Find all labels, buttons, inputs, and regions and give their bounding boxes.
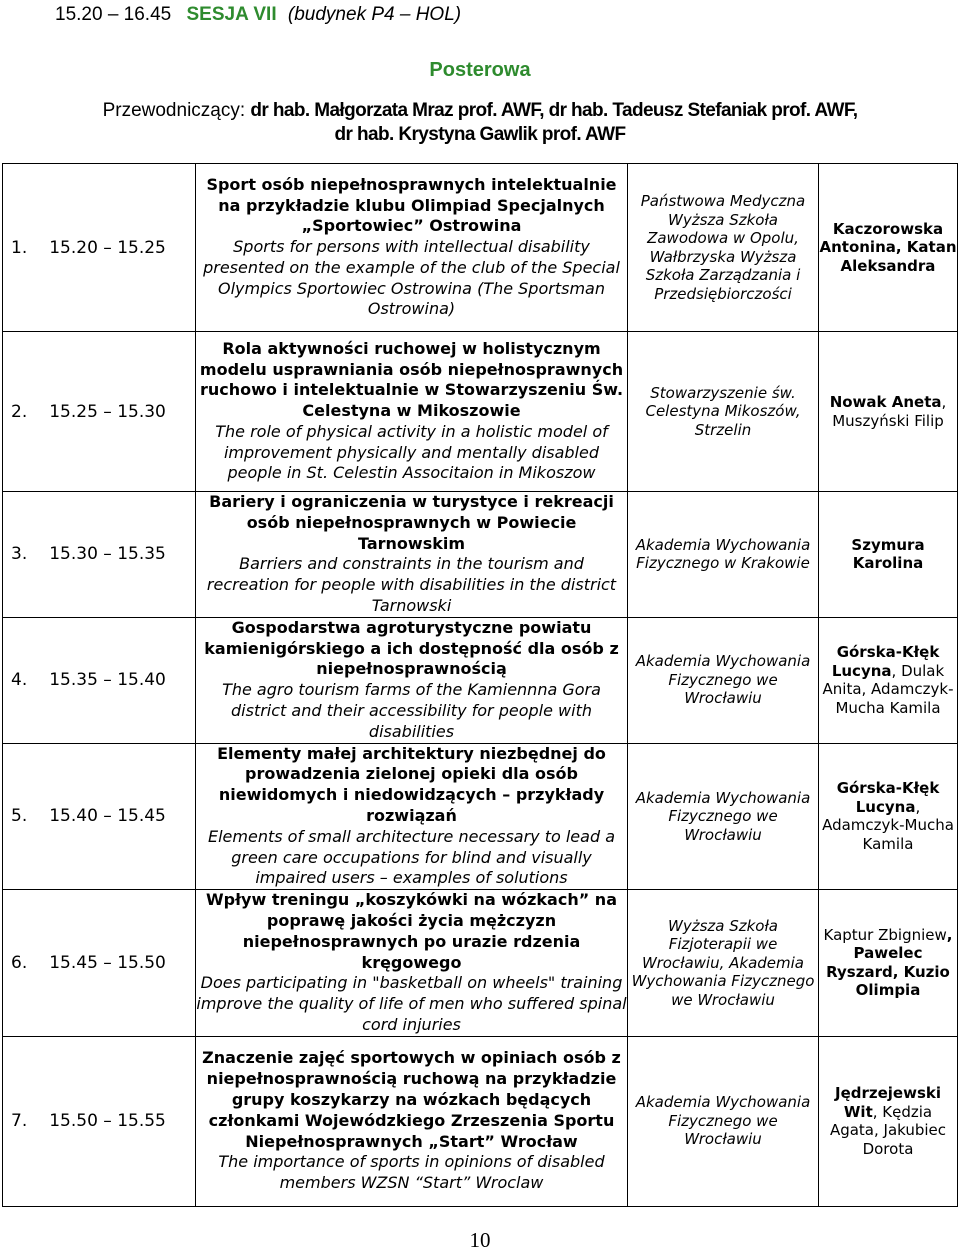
slot-time: 15.40 – 15.45 <box>49 806 166 827</box>
poster-title-pl: Znaczenie zajęć sportowych w opiniach osób z niepełnosprawnością ruchową na przykładzie grupy koszykarzy na wózkach będących członkami Wojewódzkiego Zrzeszenia Sportu Niepełnosprawnych „Start” Wrocław <box>202 1048 621 1151</box>
slot-number: 1. <box>11 237 28 258</box>
session-header <box>55 4 461 26</box>
schedule-table <box>2 163 958 1207</box>
authors-cell <box>819 743 958 890</box>
title-cell <box>196 164 628 332</box>
institution-cell: Akademia Wychowania Fizycznego we Wrocławiu <box>628 1036 819 1206</box>
chairs-block <box>0 99 960 147</box>
authors-cell <box>819 890 958 1037</box>
author-name: Górska-Kłęk Lucyna <box>836 779 940 816</box>
slot-number: 2. <box>11 401 28 422</box>
slot-number: 5. <box>11 806 28 827</box>
chairs-names-line1: dr hab. Małgorzata Mraz prof. AWF, dr hab. Tadeusz Stefaniak prof. AWF, <box>250 100 858 121</box>
chairs-names-line2: dr hab. Krystyna Gawlik prof. AWF <box>334 124 626 145</box>
institution-cell: Wyższa Szkoła Fizjoterapii we Wrocławiu, Akademia Wychowania Fizycznego we Wrocławiu <box>628 890 819 1037</box>
author-name: Szymura Karolina <box>851 535 925 573</box>
table-row <box>3 492 958 618</box>
poster-title-pl: Bariery i ograniczenia w turystyce i rekreacji osób niepełnosprawnych w Powiecie Tarnowskim <box>209 492 614 553</box>
authors-cell <box>819 164 958 332</box>
slot-number: 6. <box>11 952 28 973</box>
poster-title-pl: Gospodarstwa agroturystyczne powiatu kamienigórskiego a ich dostępność dla osób z niepełnosprawnością <box>204 617 619 679</box>
table-row <box>3 1036 958 1206</box>
poster-title-en: Elements of small architecture necessary to lead a green care occupations for blind and visually impaired users – examples of solutions <box>208 826 615 888</box>
session-location: (budynek P4 – HOL) <box>287 4 462 25</box>
slot-cell <box>3 617 196 743</box>
session-time: 15.20 – 16.45 <box>55 4 172 25</box>
poster-title-en: Sports for persons with intellectual disability presented on the example of the club of the Special Olympics Sportowiec Ostrowina (The Sportsman Ostrowina) <box>203 237 620 319</box>
table-row <box>3 332 958 492</box>
institution-cell: Akademia Wychowania Fizycznego we Wrocławiu <box>628 743 819 890</box>
slot-number: 7. <box>11 1111 28 1132</box>
author-name: , Muszyński Filip <box>832 393 947 430</box>
title-cell <box>196 743 628 890</box>
poster-title-pl: Wpływ treningu „koszykówki na wózkach” na poprawę jakości życia mężczyzn niepełnosprawnych po urazie rdzenia kręgowego <box>206 890 617 972</box>
author-name: Kaptur Zbigniew <box>823 925 947 944</box>
authors-cell <box>819 617 958 743</box>
institution-cell: Państwowa Medyczna Wyższa Szkoła Zawodowa w Opolu, Wałbrzyska Wyższa Szkoła Zarządzania i Przedsiębiorczości <box>628 164 819 332</box>
title-cell <box>196 492 628 618</box>
poster-title-en: The agro tourism farms of the Kamiennna Gora district and their accessibility for people with disabilities <box>222 680 601 741</box>
chairs-label: Przewodniczący: <box>102 100 246 121</box>
slot-cell <box>3 890 196 1037</box>
page-number: 10 <box>469 1228 491 1252</box>
slot-time: 15.30 – 15.35 <box>49 544 166 565</box>
poster-title-en: The role of physical activity in a holistic model of improvement physically and mentally disabled people in St. Celestin Associtaion in Mikoszow <box>215 421 608 483</box>
title-cell <box>196 890 628 1037</box>
slot-cell <box>3 332 196 492</box>
author-name: , Kędzia Agata, Jakubiec Dorota <box>829 1102 947 1158</box>
slot-number: 3. <box>11 544 28 565</box>
poster-title-en: Barriers and constraints in the tourism and recreation for people with disabilities in the district Tarnowski <box>206 554 617 615</box>
slot-time: 15.20 – 15.25 <box>49 237 166 258</box>
author-name: Nowak Aneta <box>829 393 942 411</box>
authors-cell <box>819 492 958 618</box>
slot-time: 15.25 – 15.30 <box>49 401 166 422</box>
slot-time: 15.35 – 15.40 <box>49 670 166 691</box>
table-row <box>3 164 958 332</box>
author-name: Kaczorowska Antonina, Katan Aleksandra <box>819 219 957 275</box>
table-row <box>3 890 958 1037</box>
institution-cell: Akademia Wychowania Fizycznego we Wrocławiu <box>628 617 819 743</box>
title-cell <box>196 617 628 743</box>
title-cell <box>196 1036 628 1206</box>
author-name: , Dulak Anita, Adamczyk-Mucha Kamila <box>822 661 954 717</box>
table-row <box>3 617 958 743</box>
section-title: Posterowa <box>429 59 531 81</box>
institution-cell: Akademia Wychowania Fizycznego w Krakowie <box>628 492 819 618</box>
poster-title-en: The importance of sports in opinions of disabled members WZSN “Start” Wroclaw <box>218 1152 605 1193</box>
authors-cell <box>819 332 958 492</box>
author-name: Jędrzejewski Wit <box>834 1084 941 1121</box>
poster-title-en: Does participating in "basketball on wheels" training improve the quality of life of men who suffered spinal cord injuries <box>196 973 627 1034</box>
slot-cell <box>3 743 196 890</box>
slot-cell <box>3 1036 196 1206</box>
slot-cell <box>3 164 196 332</box>
author-name: Górska-Kłęk Lucyna <box>831 643 940 680</box>
session-name: SESJA VII <box>186 4 277 25</box>
author-name: , Adamczyk-Mucha Kamila <box>822 797 954 853</box>
institution-cell: Stowarzyszenie św. Celestyna Mikoszów, Strzelin <box>628 332 819 492</box>
authors-cell <box>819 1036 958 1206</box>
poster-title-pl: Rola aktywności ruchowej w holistycznym modelu usprawniania osób niepełnosprawnych ruchowo i intelektualnie w Stowarzyszeniu Św. Celestyna w Mikoszowie <box>199 338 624 421</box>
slot-time: 15.50 – 15.55 <box>49 1111 166 1132</box>
table-row <box>3 743 958 890</box>
author-name: , Pawelec Ryszard, Kuzio Olimpia <box>826 925 953 1000</box>
slot-number: 4. <box>11 670 28 691</box>
poster-title-pl: Elementy małej architektury niezbędnej do prowadzenia zielonej opieki dla osób niewidomych i niedowidzących – przykłady rozwiązań <box>217 743 606 825</box>
slot-time: 15.45 – 15.50 <box>49 952 166 973</box>
title-cell <box>196 332 628 492</box>
slot-cell <box>3 492 196 618</box>
poster-title-pl: Sport osób niepełnosprawnych intelektualnie na przykładzie klubu Olimpiad Specjalnych „Sportowiec” Ostrowina <box>206 174 617 236</box>
